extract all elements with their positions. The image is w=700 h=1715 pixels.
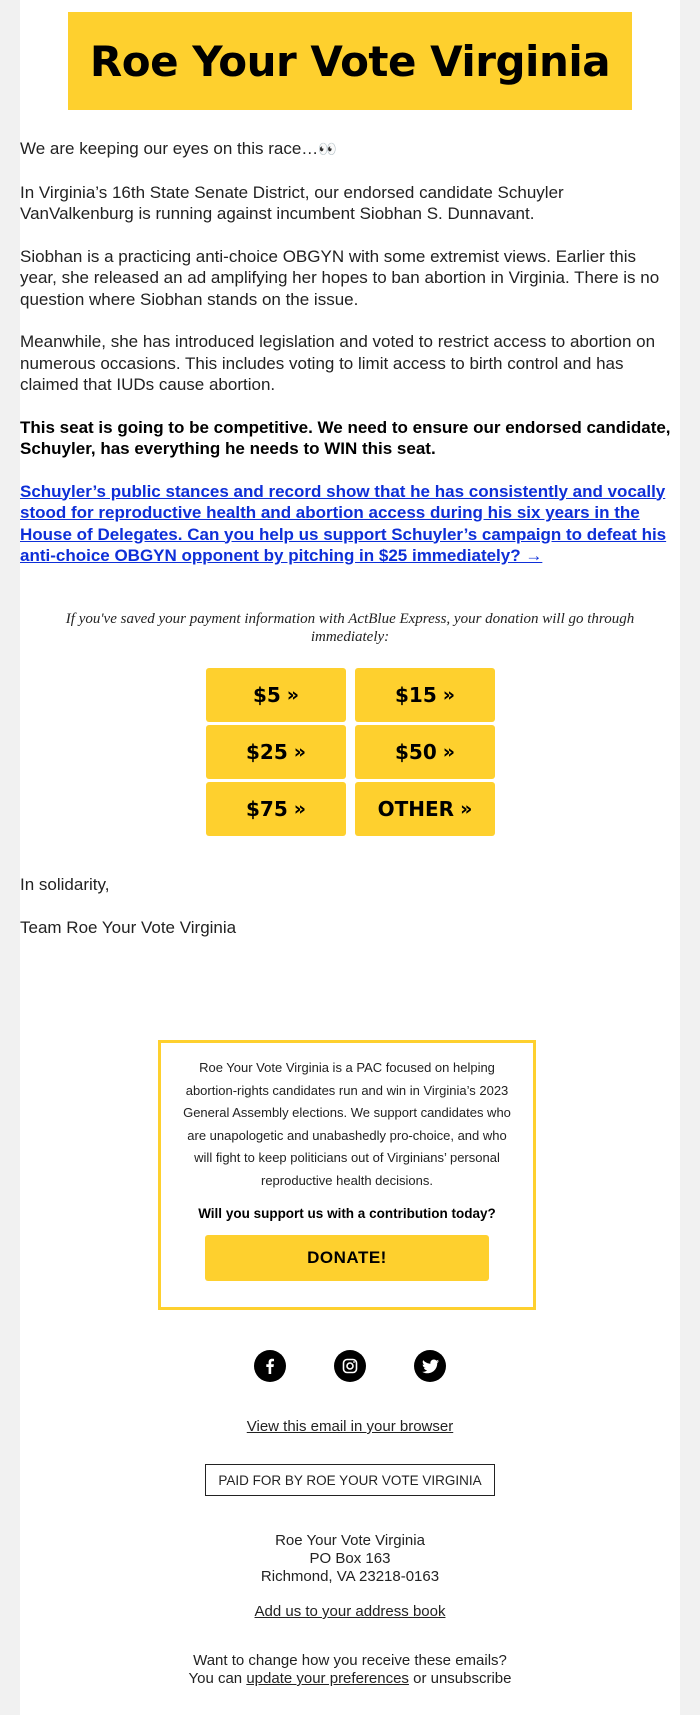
view-in-browser-link[interactable]: View this email in your browser xyxy=(246,1418,454,1435)
donate-button[interactable]: DONATE! xyxy=(205,1235,489,1281)
chevron-right-icon: » xyxy=(293,798,307,820)
twitter-icon[interactable] xyxy=(414,1350,446,1382)
donate-50-button[interactable] xyxy=(355,725,495,779)
eyes-icon: 👀 xyxy=(318,141,335,158)
header-banner xyxy=(68,12,632,110)
unsubscribe-text: or unsubscribe xyxy=(413,1670,512,1687)
org-name: Roe Your Vote Virginia xyxy=(275,1532,425,1549)
signoff: In solidarity, xyxy=(20,875,110,894)
update-preferences-link[interactable]: update your preferences xyxy=(246,1670,409,1687)
paragraph-3: Meanwhile, she has introduced legislation and voted to restrict access to abortion on numerous occasions. This includes voting to limit access to birth control and has claimed that IUDs cause abortion. xyxy=(20,332,656,394)
cta-donate-link[interactable]: Schuyler’s public stances and record show that he has consistently and vocally stood for reproductive health and abortion access during his six years in the House of Delegates. Can you help us support Schuyler’s campaign to defeat his anti-choice OBGYN opponent by pitching in $25 immediately? → xyxy=(20,481,667,565)
paragraph-1: In Virginia’s 16th State Senate District, our endorsed candidate Schuyler VanValkenburg is running against incumbent Siobhan S. Dunnavant. xyxy=(20,182,564,223)
chevron-right-icon: » xyxy=(442,741,456,763)
header-title: Roe Your Vote Virginia xyxy=(89,36,611,86)
facebook-icon[interactable] xyxy=(254,1350,286,1382)
email-page xyxy=(20,0,680,1715)
po-box: PO Box 163 xyxy=(309,1550,391,1567)
amount-label: $50 xyxy=(394,740,437,764)
amount-label: OTHER xyxy=(377,797,455,821)
amount-label: $75 xyxy=(245,797,288,821)
chevron-right-icon: » xyxy=(460,798,473,820)
cta-paragraph xyxy=(20,481,676,567)
contribution-question: Will you support us with a contribution today? xyxy=(198,1206,496,1221)
intro-text: We are keeping our eyes on this race… xyxy=(20,139,319,158)
amount-label: $5 xyxy=(252,683,281,707)
donate-15-button[interactable] xyxy=(355,668,495,722)
paid-for-disclaimer: PAID FOR BY ROE YOUR VOTE VIRGINIA xyxy=(205,1464,495,1496)
paragraph-4-bold: This seat is going to be competitive. We need to ensure our endorsed candidate, Schuyler, has everything he needs to WIN this seat. xyxy=(20,417,671,458)
chevron-right-icon: » xyxy=(293,741,307,763)
instagram-icon[interactable] xyxy=(334,1350,366,1382)
add-address-book-link[interactable]: Add us to your address book xyxy=(254,1603,446,1620)
donate-75-button[interactable] xyxy=(206,782,346,836)
donate-25-button[interactable] xyxy=(206,725,346,779)
amount-label: $25 xyxy=(245,740,288,764)
view-in-browser-line xyxy=(20,1418,680,1436)
pac-info-box xyxy=(158,1040,536,1310)
email-body xyxy=(20,138,676,588)
chevron-right-icon: » xyxy=(442,684,456,706)
pac-description: Roe Your Vote Virginia is a PAC focused on helping abortion-rights candidates run and win in Virginia’s 2023 General Assembly elections. We support candidates who are unapologetic and unabashedly pro-choice, and who will fight to keep politicians out of Virginians’ personal reproductive health decisions. xyxy=(183,1060,511,1188)
actblue-note: If you've saved your payment information with ActBlue Express, your donation will go through immediately: xyxy=(65,611,635,645)
signature: Team Roe Your Vote Virginia xyxy=(20,918,237,937)
donate-5-button[interactable] xyxy=(206,668,346,722)
donation-grid xyxy=(206,668,496,836)
chevron-right-icon: » xyxy=(286,684,300,706)
you-can-text: You can xyxy=(188,1670,243,1687)
closing xyxy=(20,874,620,960)
amount-label: $15 xyxy=(394,683,437,707)
intro-line xyxy=(20,138,676,161)
paragraph-2: Siobhan is a practicing anti-choice OBGYN with some extremist views. Earlier this year, she released an ad amplifying her hopes to ban abortion in Virginia. There is no question where Siobhan stands on the issue. xyxy=(20,246,660,309)
city-address: Richmond, VA 23218-0163 xyxy=(260,1568,440,1585)
change-prompt: Want to change how you receive these emails? xyxy=(193,1652,507,1669)
address-book-line xyxy=(20,1603,680,1621)
preferences-line xyxy=(20,1670,680,1688)
donate-other-button[interactable] xyxy=(355,782,495,836)
